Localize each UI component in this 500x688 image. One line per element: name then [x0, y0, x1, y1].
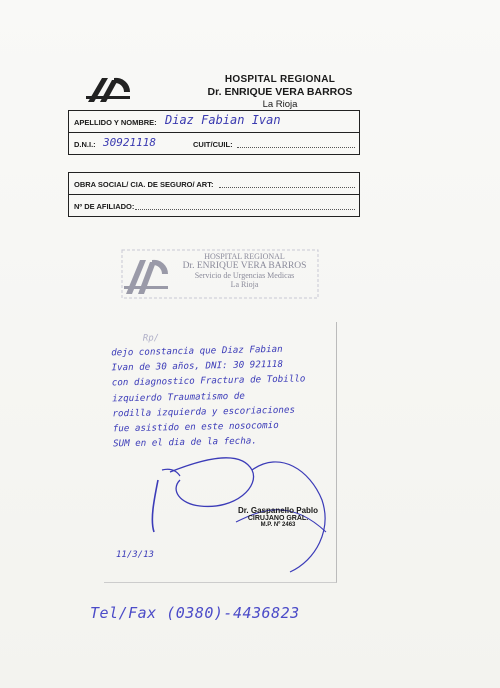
header-line-2: Dr. ENRIQUE VERA BARROS: [207, 86, 353, 98]
cuit-dots: [237, 147, 355, 148]
note-date: 11/3/13: [116, 550, 154, 560]
hospital-header: [180, 74, 380, 110]
note-line: rodilla izquierda y escoriaciones: [112, 404, 296, 420]
cuit-label: CUIT/CUIL:: [193, 140, 233, 149]
note-line: fue asistido en este nosocomio: [112, 419, 279, 435]
dni-row: [69, 133, 359, 154]
obra-dots: [219, 187, 355, 188]
handwritten-note: [111, 330, 343, 452]
obra-label: OBRA SOCIAL/ CIA. DE SEGURO/ ART:: [74, 180, 214, 189]
note-line: SUM en el dia de la fecha.: [112, 435, 258, 450]
hospital-logo-icon: [84, 72, 132, 104]
stamp-line-4: La Rioja: [230, 280, 259, 289]
dni-label: D.N.I.:: [74, 140, 96, 149]
afiliado-label: Nº DE AFILIADO:: [74, 202, 135, 211]
doctor-role: CIRUJANO GRAL.: [247, 515, 309, 522]
patient-form-box: [68, 110, 360, 155]
doctor-mp: M.P. Nº 2463: [260, 522, 296, 528]
apellido-label: APELLIDO Y NOMBRE:: [74, 118, 157, 127]
stamp-line-2: Dr. ENRIQUE VERA BARROS: [182, 261, 307, 271]
dni-value: 30921118: [103, 136, 156, 149]
note-line: dejo constancia que Diaz Fabian: [111, 343, 283, 359]
stamp-line-1: HOSPITAL REGIONAL: [204, 252, 285, 261]
stamp-line-3: Servicio de Urgencias Medicas: [194, 271, 295, 280]
note-line: con diagnostico Fractura de Tobillo: [111, 373, 306, 389]
tel-fax: Tel/Fax (0380)-4436823: [90, 604, 300, 622]
obra-row: [69, 173, 359, 195]
note-line: izquierdo Traumatismo de: [112, 390, 245, 405]
doctor-stamp: [228, 506, 328, 528]
apellido-value: Diaz Fabian Ivan: [165, 113, 281, 127]
header-line-3: La Rioja: [262, 99, 298, 110]
afiliado-row: [69, 195, 359, 216]
insurance-form-box: [68, 172, 360, 217]
doctor-name: Dr. Gaspanello Pablo: [237, 506, 319, 515]
afiliado-dots: [135, 209, 355, 210]
apellido-row: [69, 111, 359, 133]
note-line: Ivan de 30 años, DNI: 30 921118: [111, 359, 284, 374]
stamp-text: [172, 252, 317, 289]
rp-mark: Rp/: [142, 333, 160, 344]
header-line-1: HOSPITAL REGIONAL: [224, 74, 336, 85]
